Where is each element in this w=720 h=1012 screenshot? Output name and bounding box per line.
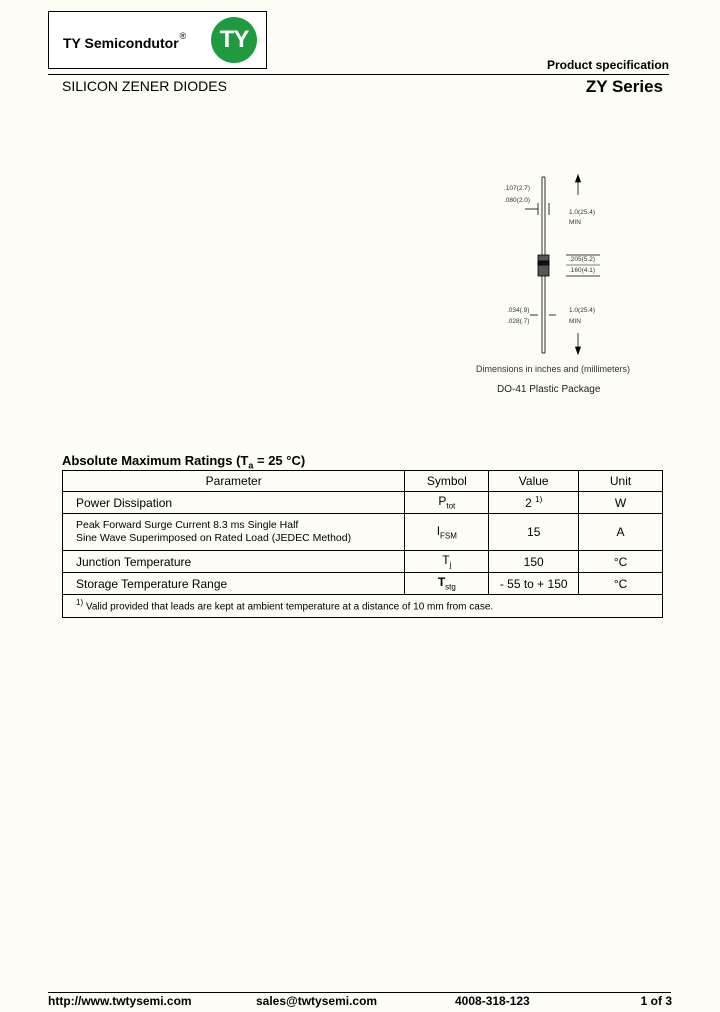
- param-cell: Power Dissipation: [63, 492, 405, 514]
- column-header-parameter: Parameter: [63, 471, 405, 492]
- value-cell: 2 $^{1)}$: [489, 492, 579, 514]
- dim-body-dia-2: .080(2.0): [504, 197, 531, 204]
- absolute-maximum-ratings-table: [62, 470, 663, 618]
- param-cell: Peak Forward Surge Current 8.3 ms Single Half Sine Wave Superimposed on Rated Load (JEDEC Method): [63, 514, 405, 551]
- table-row: [63, 492, 663, 514]
- dim-body-len-2: .160(4.1): [569, 267, 596, 274]
- ratings-title: Absolute Maximum Ratings ($T_a = 25$ °C): [62, 453, 306, 471]
- param-cell: Storage Temperature Range: [63, 573, 405, 595]
- column-header-value: Value: [489, 471, 579, 492]
- unit-cell: W: [579, 492, 663, 514]
- symbol-cell: $T_j$: [405, 551, 489, 573]
- product-specification-label: Product specification: [546, 58, 669, 72]
- dimensions-caption: Dimensions in inches and (millimeters): [476, 364, 631, 374]
- dim-lead-dia-2: .028(.7): [507, 318, 530, 325]
- unit-cell: A: [579, 514, 663, 551]
- dim-lead-min-top-label: MIN: [569, 219, 581, 226]
- dim-lead-min-top: 1.0(25.4): [569, 209, 596, 216]
- column-header-symbol: Symbol: [405, 471, 489, 492]
- dim-body-len-1: .205(5.2): [569, 256, 596, 263]
- footer-email-link[interactable]: sales@twtysemi.com: [256, 994, 378, 1008]
- product-line-title: SILICON ZENER DIODES: [62, 78, 227, 94]
- value-cell: 15: [489, 514, 579, 551]
- unit-cell: °C: [579, 551, 663, 573]
- symbol-cell: $I_{FSM}$: [405, 514, 489, 551]
- table-row: [63, 573, 663, 595]
- footer-website-link[interactable]: http://www.twtysemi.com: [48, 994, 192, 1008]
- value-cell: - 55 to + 150: [489, 573, 579, 595]
- column-header-unit: Unit: [579, 471, 663, 492]
- value-cell: 150: [489, 551, 579, 573]
- footer-phone: 4008-318-123: [455, 994, 530, 1008]
- footer-divider: [48, 992, 671, 993]
- company-logo: [48, 11, 267, 69]
- package-caption: DO-41 Plastic Package: [497, 384, 601, 395]
- dim-lead-dia-1: .034(.9): [507, 307, 530, 314]
- param-cell: Junction Temperature: [63, 551, 405, 573]
- company-name: TY Semicondutor®: [63, 31, 187, 51]
- header-divider: [48, 74, 669, 75]
- table-row: [63, 551, 663, 573]
- dim-lead-min-bottom: 1.0(25.4): [569, 307, 596, 314]
- table-row: [63, 514, 663, 551]
- footnote-row: [63, 595, 663, 618]
- unit-cell: °C: [579, 573, 663, 595]
- footer-page-number: 1 of 3: [640, 994, 672, 1008]
- dim-lead-min-bottom-label: MIN: [569, 318, 581, 325]
- dim-body-dia-1: .107(2.7): [504, 185, 531, 192]
- series-title: ZY Series: [585, 77, 663, 96]
- symbol-cell: $P_{tot}$: [405, 492, 489, 514]
- table-header-row: [63, 471, 663, 492]
- footnote: $^{1)}$ Valid provided that leads are kept at ambient temperature at a distance of 10 mm from case.: [63, 595, 663, 618]
- symbol-cell: $T_{stg}$: [405, 573, 489, 595]
- logo-emblem: TY: [211, 17, 257, 63]
